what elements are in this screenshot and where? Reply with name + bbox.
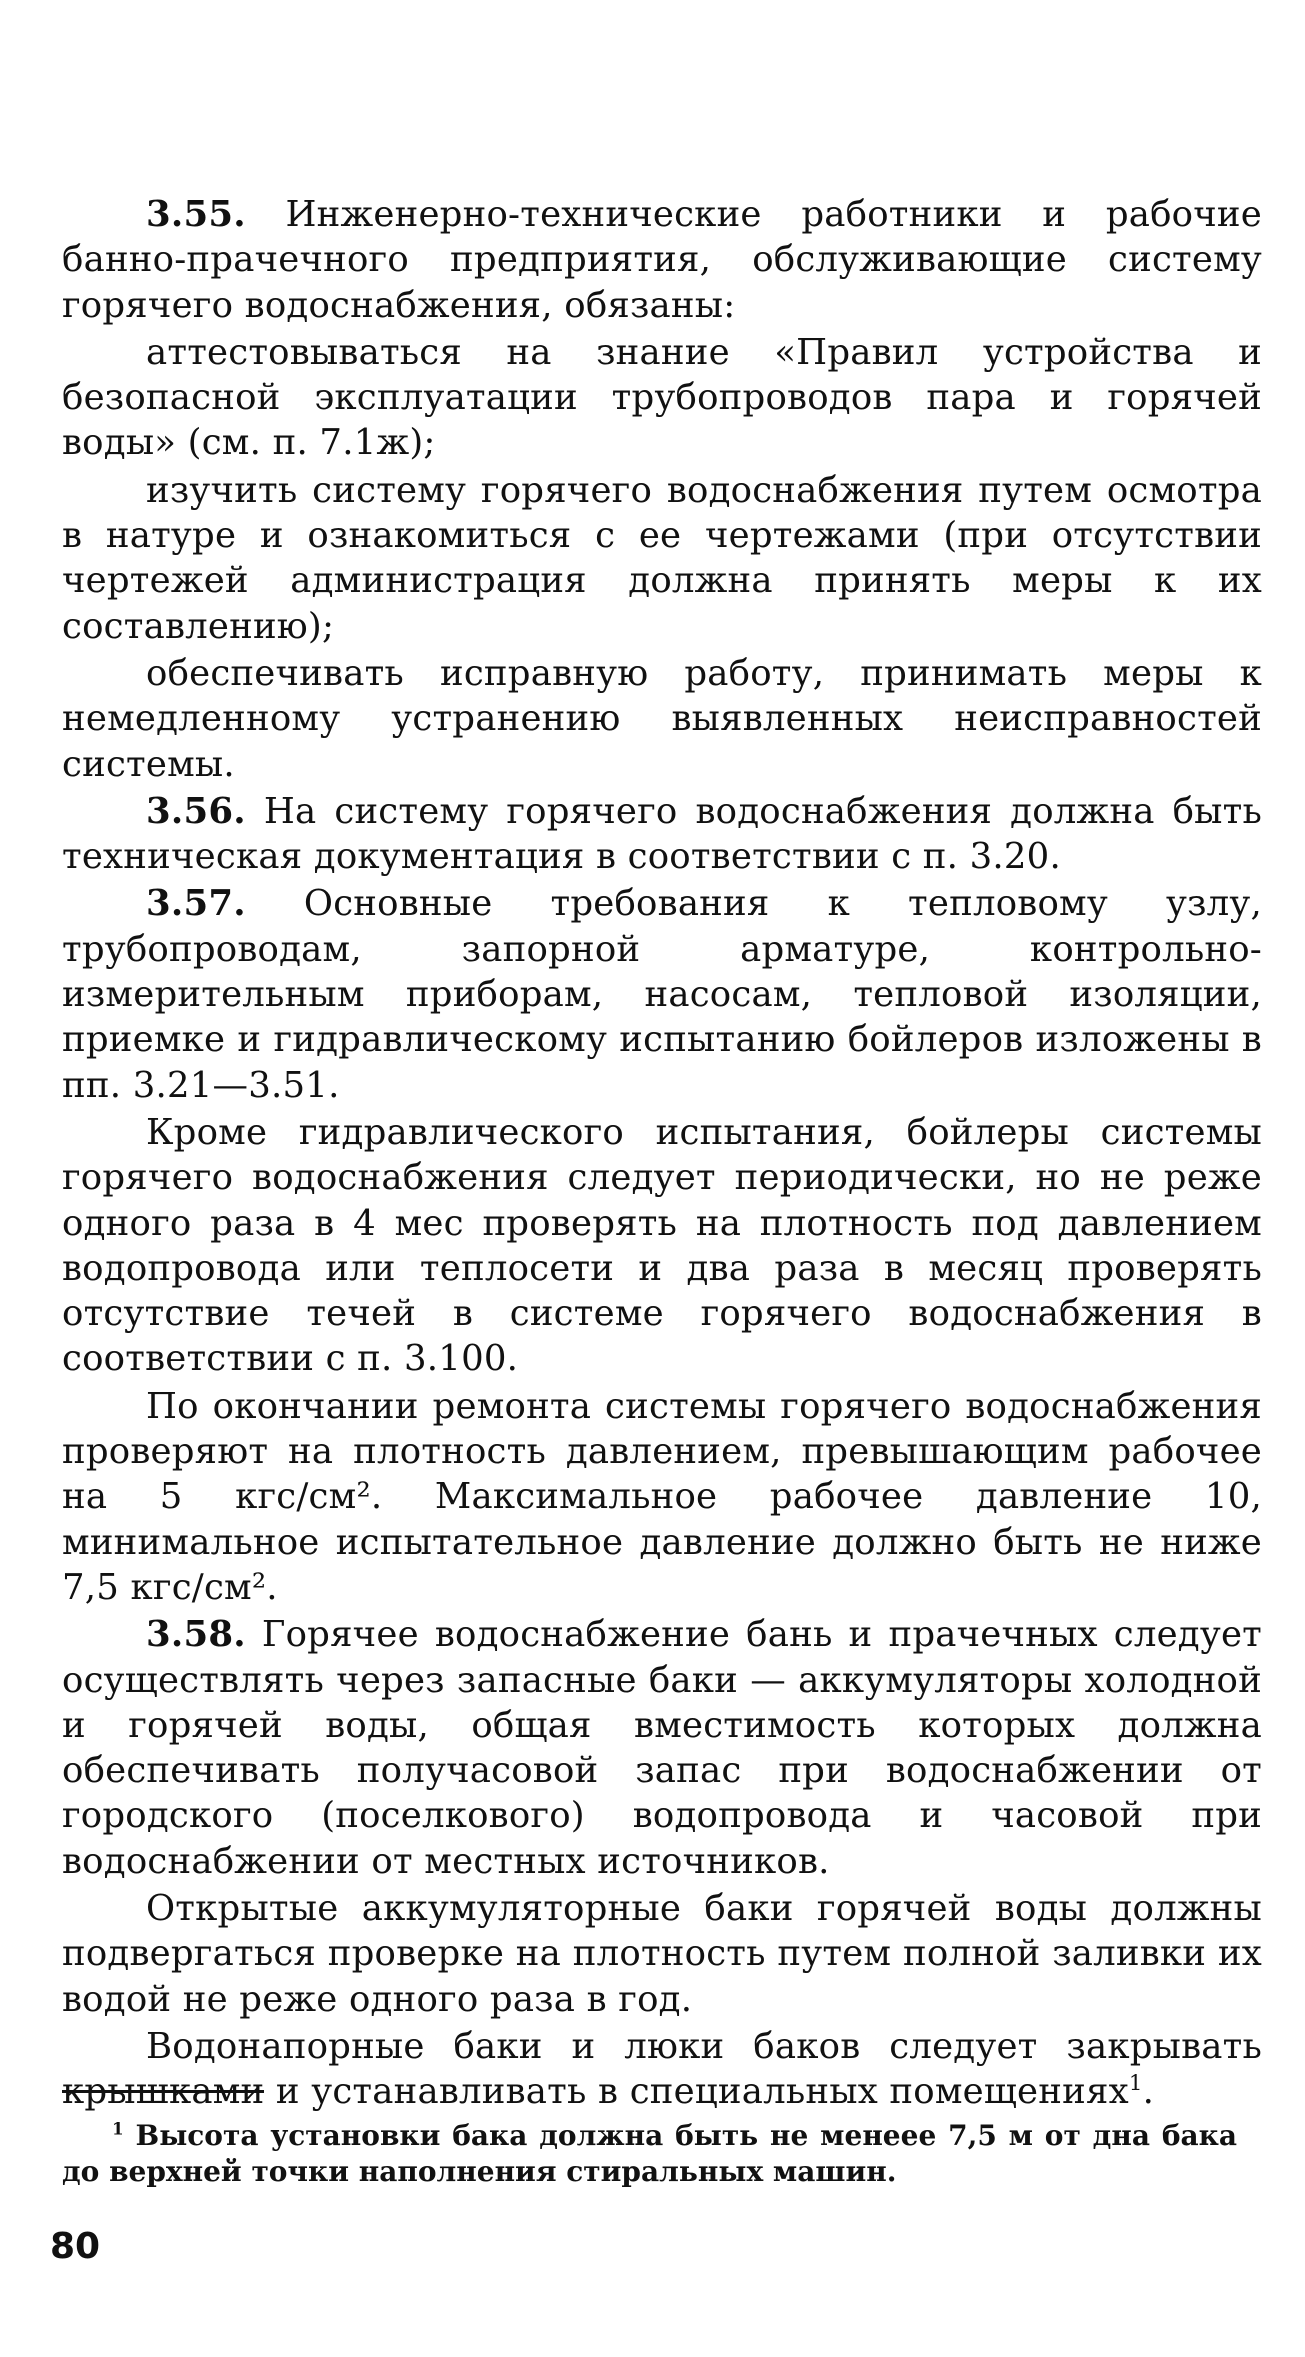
paragraph-ensure bbox=[62, 651, 1262, 787]
footnote-divider bbox=[62, 2090, 264, 2093]
paragraph-text: Инженерно-технические работники и рабочие банно-прачечного предприятия, обслуживающие систему горячего водоснабжения, обязаны: bbox=[62, 194, 1262, 326]
paragraph-open-tanks bbox=[62, 1886, 1262, 2022]
page-number: 80 bbox=[50, 2226, 101, 2267]
footnote-text: Высота установки бака должна быть не менеее 7,5 м от дна бака до верхней точки наполнения стиральных машин. bbox=[62, 2119, 1237, 2188]
section-number: 3.58. bbox=[146, 1614, 246, 1656]
paragraph-hydraulic bbox=[62, 1110, 1262, 1382]
paragraph-tail: . bbox=[1142, 2071, 1155, 2113]
footnote-mark: 1 bbox=[112, 2118, 124, 2139]
section-number: 3.57. bbox=[146, 883, 246, 925]
footnote bbox=[62, 2118, 1237, 2190]
paragraph-text: изучить систему горячего водоснабжения путем осмотра в натуре и ознакомиться с ее чертежами (при отсутствии чертежей администрация должна принять меры к их составлению); bbox=[62, 469, 1262, 647]
paragraph-attest bbox=[62, 330, 1262, 466]
paragraph-3-57 bbox=[62, 881, 1262, 1107]
paragraph-text: По окончании ремонта системы горячего водоснабжения проверяют на плотность давлением, превышающим рабочее на 5 кгс/см². Максимальное рабочее давление 10, минимальное испытательное давление должно быть не ниже 7,5 кгс/см². bbox=[62, 1385, 1262, 1608]
paragraph-text: Водонапорные баки и люки баков следует закрывать крышками и устанавливать в специальных помещениях bbox=[62, 2025, 1262, 2113]
paragraph-3-58 bbox=[62, 1612, 1262, 1884]
paragraph-text: аттестовываться на знание «Правил устройства и безопасной эксплуатации трубопроводов пара и горячей воды» (см. п. 7.1ж); bbox=[62, 331, 1262, 464]
paragraph-text: Горячее водоснабжение бань и прачечных следует осуществлять через запасные баки — аккумуляторы холодной и горячей воды, общая вместимость которых должна обеспечивать получасовой запас при водоснабжении от городского (поселкового) водопровода и часовой при водоснабжении от местных источников. bbox=[62, 1614, 1262, 1882]
paragraph-repair bbox=[62, 1384, 1262, 1610]
footnote-reference[interactable]: 1 bbox=[1128, 2071, 1143, 2097]
paragraph-study bbox=[62, 468, 1262, 649]
paragraph-text: обеспечивать исправную работу, принимать меры к немедленному устранению выявленных неисправностей системы. bbox=[62, 652, 1262, 785]
paragraph-text: На систему горячего водоснабжения должна быть техническая документация в соответствии с п. 3.20. bbox=[62, 790, 1262, 878]
section-number: 3.56. bbox=[146, 790, 246, 832]
paragraph-text: Открытые аккумуляторные баки горячей воды должны подвергаться проверке на плотность путем полной заливки их водой не реже одного раза в год. bbox=[62, 1887, 1262, 2020]
paragraph-text: Основные требования к тепловому узлу, трубопроводам, запорной арматуре, контрольно-измерительным приборам, насосам, тепловой изоляции, приемке и гидравлическому испытанию бойлеров изложены в пп. 3.21—3.51. bbox=[62, 883, 1262, 1106]
paragraph-3-56 bbox=[62, 789, 1262, 880]
section-number: 3.55. bbox=[146, 194, 246, 235]
paragraph-text: Кроме гидравлического испытания, бойлеры системы горячего водоснабжения следует периодически, но не реже одного раза в 4 мес проверять на плотность под давлением водопровода или теплосети и два раза в месяц проверять отсутствие течей в системе горячего водоснабжения в соответствии с п. 3.100. bbox=[62, 1111, 1262, 1380]
paragraph-tanks-covers bbox=[62, 2024, 1262, 2115]
paragraph-3-55 bbox=[62, 192, 1262, 328]
document-body bbox=[62, 192, 1262, 2116]
